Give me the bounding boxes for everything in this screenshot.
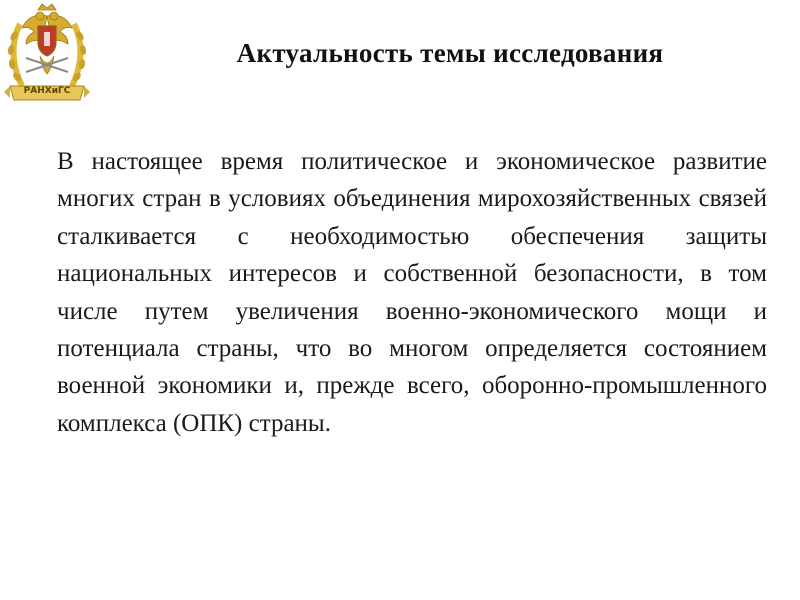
body-paragraph: В настоящее время политическое и экономическое развитие многих стран в условиях объединения мирохозяйственных связей сталкивается с необходимостью обеспечения защиты национальных интересов и собственной безопасности, в том числе путем увеличения военно-экономического мощи и потенциала страны, что во многом определяется состоянием военной экономики и, прежде всего, оборонно-промышленного комплекса (ОПК) страны. [57,148,767,437]
logo-text: РАНХиГС [23,86,71,96]
slide-title: Актуальность темы исследования [236,38,664,68]
ranepa-logo [2,2,92,108]
